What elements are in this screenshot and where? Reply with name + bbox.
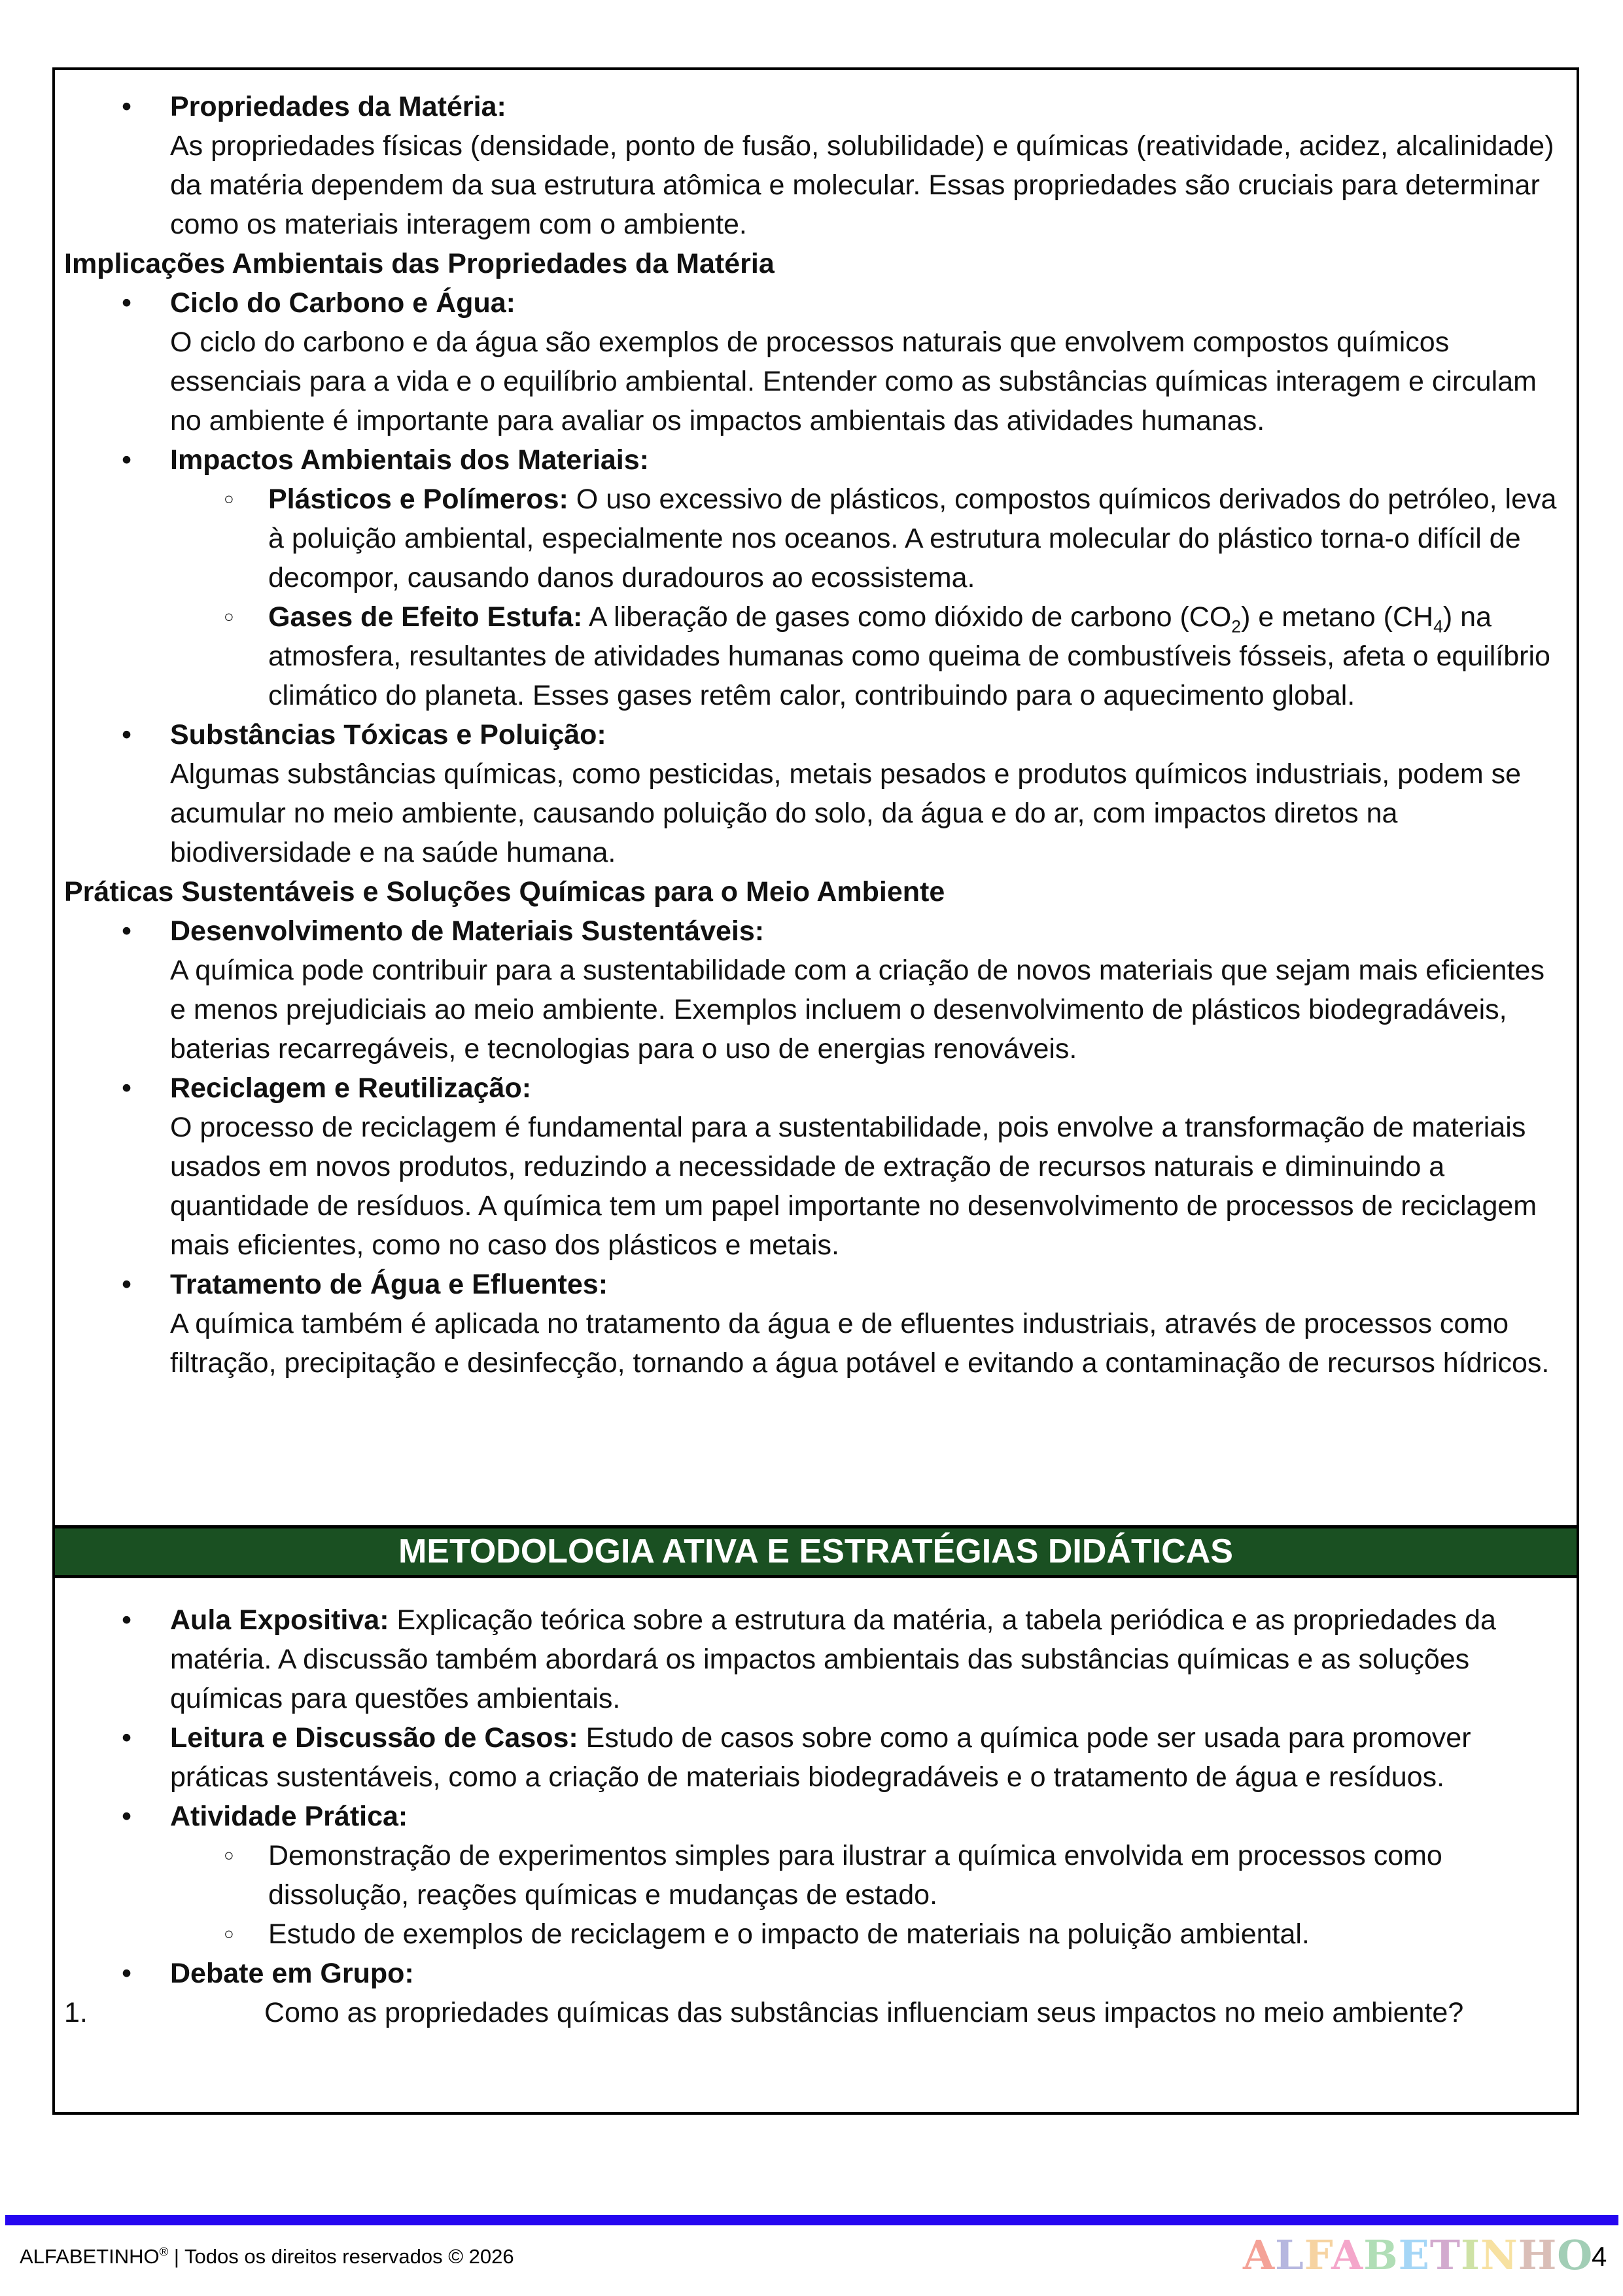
list-item: [64, 911, 1566, 1069]
bullet-text: Leitura e Discussão de Casos: Estudo de casos sobre como a química pode ser usada para promover práticas sustentáveis, como a criação de materiais biodegradáveis e o tratamento de água e resíduos.: [170, 1722, 1471, 1793]
bullet-marker: •: [122, 1801, 132, 1832]
bullet-marker: •: [122, 1604, 132, 1636]
bullet-text: Estudo de exemplos de reciclagem e o impacto de materiais na poluição ambiental.: [268, 1918, 1310, 1950]
bullet-title: Aula Expositiva:: [170, 1604, 389, 1636]
list-item: [64, 1265, 1566, 1383]
bullet-marker: •: [122, 915, 132, 947]
list-item: [64, 1954, 1566, 1993]
list-item: [64, 440, 1566, 480]
section-heading: Práticas Sustentáveis e Soluções Químicas para o Meio Ambiente: [64, 876, 945, 908]
bullet-text: Gases de Efeito Estufa: A liberação de gases como dióxido de carbono $(CO_2)$ e metano $(CH_4)$ na atmosfera, resultantes de atividades humanas como queima de combustíveis fósseis, afeta o equilíbrio climático do planeta. Esses gases retêm calor, contribuindo para o aquecimento global.: [268, 601, 1550, 711]
bullet-marker: •: [122, 287, 132, 319]
footer-copyright: [20, 2243, 514, 2270]
section-banner: [55, 1525, 1577, 1578]
section-heading: Implicações Ambientais das Propriedades da Matéria: [64, 248, 775, 279]
question-text: Como as propriedades químicas das substâncias influenciam seus impactos no meio ambiente?: [264, 1997, 1464, 2028]
bullet-title: Gases de Efeito Estufa:: [268, 601, 583, 633]
bullet-text: A química também é aplicada no tratamento da água e de efluentes industriais, através de processos como filtração, precipitação e desinfecção, tornando a água potável e evitando a contaminação de recursos hídricos.: [170, 1308, 1550, 1379]
list-item: [64, 87, 1566, 244]
bullet-marker: •: [122, 1722, 132, 1754]
bullet-title: Impactos Ambientais dos Materiais:: [170, 444, 649, 476]
logo-letter: L: [1275, 2231, 1304, 2279]
bullet-text: Plásticos e Polímeros: O uso excessivo de plásticos, compostos químicos derivados do petróleo, leva à poluição ambiental, especialmente nos oceanos. A estrutura molecular do plástico torna-o difícil de decompor, causando danos duradouros ao ecossistema.: [268, 484, 1557, 593]
logo-letter: O: [1557, 2231, 1594, 2279]
bullet-text: O processo de reciclagem é fundamental para a sustentabilidade, pois envolve a transformação de materiais usados em novos produtos, reduzindo a necessidade de extração de recursos naturais e diminuindo a quantidade de resíduos. A química tem um papel importante no desenvolvimento de processos de reciclagem mais eficientes, como no caso dos plásticos e metais.: [170, 1112, 1537, 1261]
bullet-text: A química pode contribuir para a sustentabilidade com a criação de novos materiais que sejam mais eficientes e menos prejudiciais ao meio ambiente. Exemplos incluem o desenvolvimento de plásticos biodegradáveis, baterias recarregáveis, e tecnologias para o uso de energias renováveis.: [170, 955, 1544, 1065]
page-number: 4: [1592, 2241, 1607, 2272]
numbered-question: [64, 1993, 1566, 2032]
bullet-title: Atividade Prática:: [170, 1801, 408, 1832]
sub-list-item: [64, 1915, 1566, 1954]
logo-letter: H: [1518, 2231, 1558, 2279]
list-item: [64, 1069, 1566, 1265]
logo-letter: I: [1461, 2231, 1481, 2279]
footer-brand-text: ALFABETINHO: [20, 2245, 160, 2268]
logo-letter: E: [1398, 2231, 1430, 2279]
list-item: [64, 1797, 1566, 1836]
bullet-text: As propriedades físicas (densidade, ponto de fusão, solubilidade) e químicas (reatividade, acidez, alcalinidade) da matéria dependem da sua estrutura atômica e molecular. Essas propriedades são cruciais para determinar como os materiais interagem com o ambiente.: [170, 130, 1554, 240]
bullet-title: Desenvolvimento de Materiais Sustentáveis:: [170, 915, 765, 947]
circle-bullet-marker: ○: [224, 489, 234, 508]
bullet-marker: •: [122, 1269, 132, 1300]
bullet-title: Leitura e Discussão de Casos:: [170, 1722, 578, 1754]
logo-letter: N: [1480, 2231, 1518, 2279]
logo-letter: A: [1331, 2231, 1364, 2279]
bullet-title: Propriedades da Matéria:: [170, 91, 506, 122]
registered-mark-icon: ®: [159, 2244, 169, 2259]
bullet-marker: •: [122, 91, 132, 122]
banner-title: METODOLOGIA ATIVA E ESTRATÉGIAS DIDÁTICAS: [398, 1532, 1233, 1570]
bullet-marker: •: [122, 444, 132, 476]
chemical-subscript: 4: [1433, 616, 1443, 637]
bullet-title: Reciclagem e Reutilização:: [170, 1072, 532, 1104]
bullet-marker: •: [122, 719, 132, 751]
sub-list-item: [64, 597, 1566, 715]
section-methodology: [55, 1578, 1577, 2032]
circle-bullet-marker: ○: [224, 1924, 234, 1943]
sub-list-item: [64, 1836, 1566, 1915]
brand-logo: [1243, 2233, 1593, 2278]
logo-letter: F: [1304, 2231, 1332, 2279]
list-item: [64, 1600, 1566, 1718]
list-item: [64, 715, 1566, 872]
logo-letter: T: [1429, 2231, 1461, 2279]
bullet-text: Algumas substâncias químicas, como pesticidas, metais pesados e produtos químicos industriais, podem se acumular no meio ambiente, causando poluição do solo, da água e do ar, com impactos diretos na biodiversidade e na saúde humana.: [170, 758, 1522, 868]
list-item: [64, 283, 1566, 440]
bullet-title: Debate em Grupo:: [170, 1958, 414, 1989]
circle-bullet-marker: ○: [224, 1845, 234, 1865]
footer-rights-text: | Todos os direitos reservados © 2026: [168, 2245, 514, 2268]
bullet-text: O ciclo do carbono e da água são exemplos de processos naturais que envolvem compostos químicos essenciais para a vida e o equilíbrio ambiental. Entender como as substâncias químicas interagem e circulam no ambiente é importante para avaliar os impactos ambientais das atividades humanas.: [170, 327, 1537, 436]
content-border-box: [52, 67, 1579, 2115]
logo-letter: A: [1243, 2231, 1276, 2279]
bullet-title: Substâncias Tóxicas e Poluição:: [170, 719, 606, 751]
logo-letter: B: [1363, 2231, 1399, 2279]
bullet-title: Plásticos e Polímeros:: [268, 484, 568, 515]
list-item: [64, 1718, 1566, 1797]
bullet-text: Demonstração de experimentos simples para ilustrar a química envolvida em processos como dissolução, reações químicas e mudanças de estado.: [268, 1840, 1442, 1911]
section-matter-properties: [55, 70, 1577, 1525]
bullet-text: Aula Expositiva: Explicação teórica sobre a estrutura da matéria, a tabela periódica e as propriedades da matéria. A discussão também abordará os impactos ambientais das substâncias químicas e as soluções químicas para questões ambientais.: [170, 1604, 1496, 1714]
bullet-title: Ciclo do Carbono e Água:: [170, 287, 515, 319]
sub-list-item: [64, 480, 1566, 597]
bullet-title: Tratamento de Água e Efluentes:: [170, 1269, 608, 1300]
circle-bullet-marker: ○: [224, 607, 234, 626]
footer-divider: [5, 2215, 1618, 2225]
question-number: 1.: [64, 1997, 88, 2028]
bullet-marker: •: [122, 1958, 132, 1989]
bullet-marker: •: [122, 1072, 132, 1104]
chemical-subscript: 2: [1231, 616, 1242, 637]
